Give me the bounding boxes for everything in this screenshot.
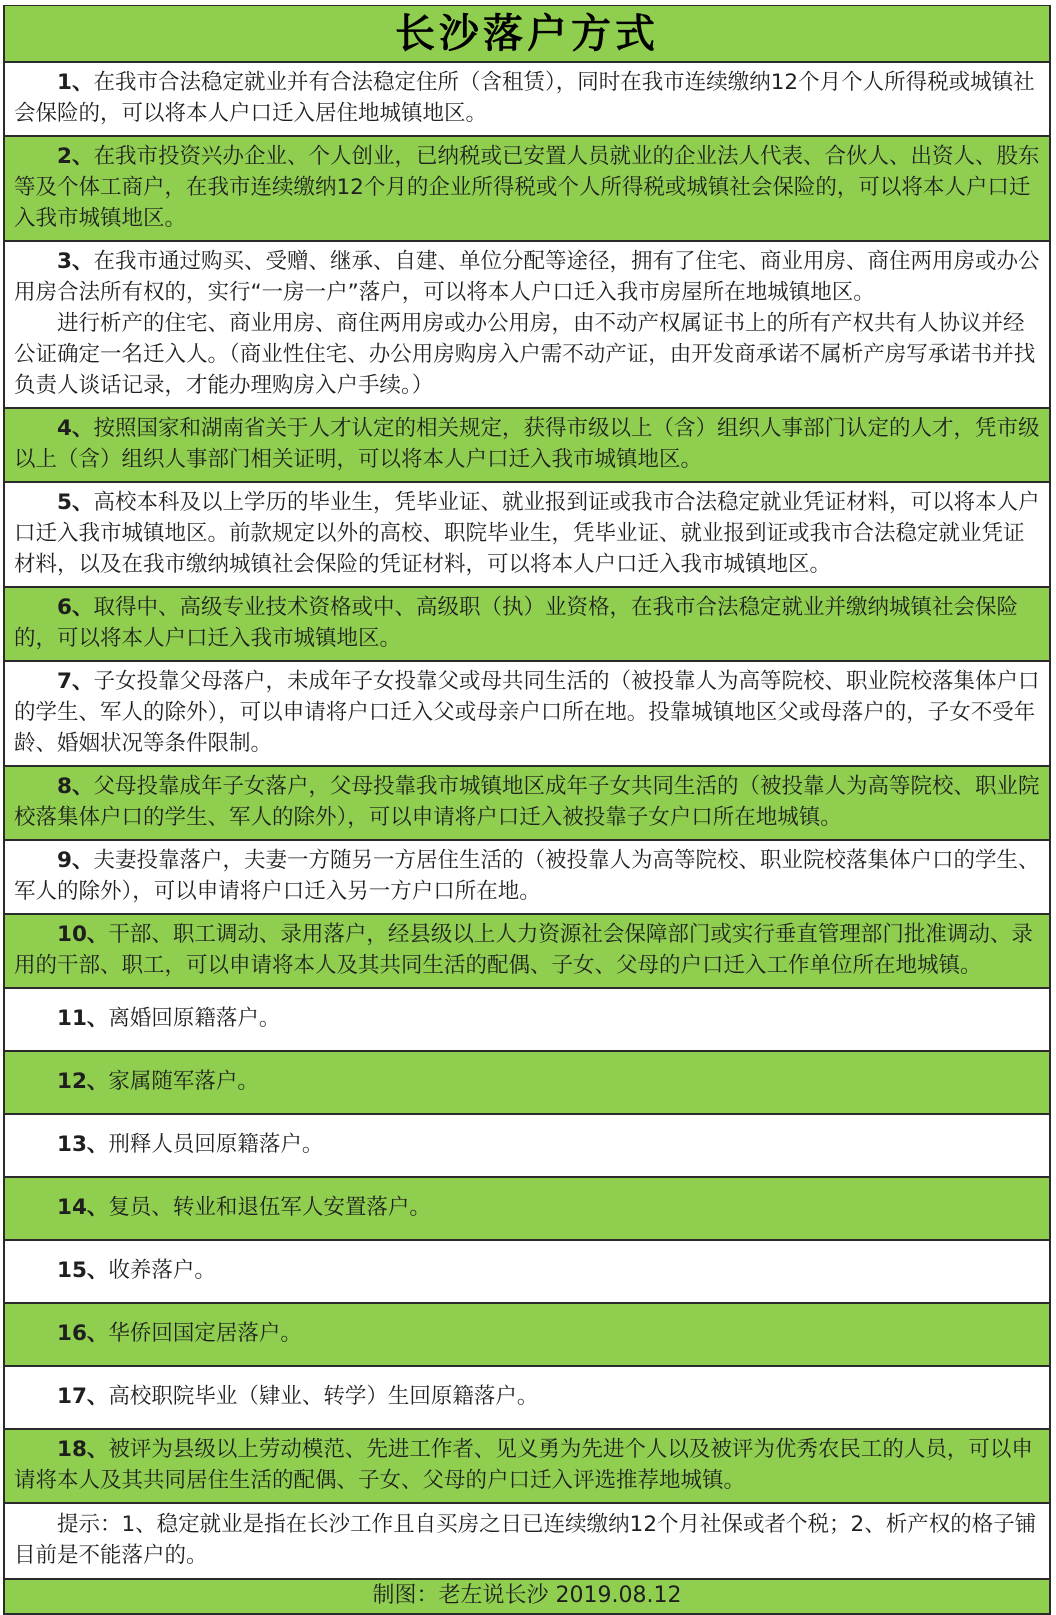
item-number: 9、: [57, 848, 94, 873]
item-text: 父母投靠成年子女落户，父母投靠我市城镇地区成年子女共同生活的（被投靠人为高等院校、职业院校落集体户口的学生、军人的除外），可以申请将户口迁入被投靠子女户口所在地城镇。: [14, 774, 1040, 830]
item-number: 13、: [57, 1132, 109, 1157]
rule-item-6: [5, 586, 1049, 660]
item-text: 按照国家和湖南省关于人才认定的相关规定，获得市级以上（含）组织人事部门认定的人才，凭市级以上（含）组织人事部门相关证明，可以将本人户口迁入我市城镇地区。: [14, 416, 1040, 472]
item-number: 12、: [57, 1069, 109, 1094]
rule-item-13: [5, 1113, 1049, 1176]
rule-item-8: [5, 765, 1049, 839]
rule-item-15: [5, 1239, 1049, 1302]
rule-item-11: [5, 987, 1049, 1050]
item-text: 在我市通过购买、受赠、继承、自建、单位分配等途径，拥有了住宅、商业用房、商住两用房或办公用房合法所有权的，实行“一房一户”落户，可以将本人户口迁入我市房屋所在地城镇地区。: [14, 249, 1040, 305]
item-text: 收养落户。: [108, 1258, 216, 1283]
tips-text: 提示：1、稳定就业是指在长沙工作且自买房之日已连续缴纳12个月社保或者个税；2、析产权的格子铺目前是不能落户的。: [14, 1512, 1037, 1568]
registration-methods-table: [3, 5, 1051, 1615]
credit-footer: 制图：老左说长沙 2019.08.12: [5, 1578, 1049, 1613]
item-text: 华侨回国定居落户。: [108, 1321, 302, 1346]
rule-item-3: [5, 240, 1049, 407]
item-number: 4、: [57, 416, 94, 441]
item-text: 家属随军落户。: [108, 1069, 259, 1094]
item-text: 刑释人员回原籍落户。: [108, 1132, 324, 1157]
rule-item-10: [5, 913, 1049, 987]
item-number: 17、: [57, 1384, 109, 1409]
item-text: 取得中、高级专业技术资格或中、高级职（执）业资格，在我市合法稳定就业并缴纳城镇社会保险的，可以将本人户口迁入我市城镇地区。: [14, 595, 1018, 651]
rule-item-17: [5, 1365, 1049, 1428]
item-text: 在我市合法稳定就业并有合法稳定住所（含租赁），同时在我市连续缴纳12个月个人所得税或城镇社会保险的，可以将本人户口迁入居住地城镇地区。: [14, 70, 1035, 126]
item-text: 在我市投资兴办企业、个人创业，已纳税或已安置人员就业的企业法人代表、合伙人、出资人、股东等及个体工商户，在我市连续缴纳12个月的企业所得税或个人所得税或城镇社会保险的，可以将本人户口迁入我市城镇地区。: [14, 144, 1040, 231]
item-number: 8、: [57, 774, 94, 799]
item-number: 6、: [57, 595, 94, 620]
item-text: 夫妻投靠落户，夫妻一方随另一方居住生活的（被投靠人为高等院校、职业院校落集体户口的学生、军人的除外），可以申请将户口迁入另一方户口所在地。: [14, 848, 1040, 904]
item-number: 5、: [57, 490, 94, 515]
item-number: 7、: [57, 669, 94, 694]
item-text-paragraph-2: 进行析产的住宅、商业用房、商住两用房或办公用房，由不动产权属证书上的所有产权共有人协议并经公证确定一名迁入人。（商业性住宅、办公用房购房入户需不动产证，由开发商承诺不属析产房写承诺书并找负责人谈话记录，才能办理购房入户手续。）: [14, 311, 1036, 398]
item-text: 离婚回原籍落户。: [108, 1006, 281, 1031]
item-text: 高校职院毕业（肄业、转学）生回原籍落户。: [108, 1384, 539, 1409]
item-text: 子女投靠父母落户，未成年子女投靠父或母共同生活的（被投靠人为高等院校、职业院校落集体户口的学生、军人的除外），可以申请将户口迁入父或母亲户口所在地。投靠城镇地区父或母落户的，子女不受年龄、婚姻状况等条件限制。: [14, 669, 1040, 756]
rule-item-12: [5, 1050, 1049, 1113]
rule-item-16: [5, 1302, 1049, 1365]
item-number: 3、: [57, 249, 94, 274]
item-number: 18、: [57, 1437, 109, 1462]
item-number: 11、: [57, 1006, 109, 1031]
rule-item-14: [5, 1176, 1049, 1239]
rule-item-2: [5, 135, 1049, 240]
item-number: 16、: [57, 1321, 109, 1346]
page-title: 长沙落户方式: [5, 6, 1049, 61]
item-text: 高校本科及以上学历的毕业生，凭毕业证、就业报到证或我市合法稳定就业凭证材料，可以将本人户口迁入我市城镇地区。前款规定以外的高校、职院毕业生，凭毕业证、就业报到证或我市合法稳定就业凭证材料，以及在我市缴纳城镇社会保险的凭证材料，可以将本人户口迁入我市城镇地区。: [14, 490, 1040, 577]
tips-note: [5, 1502, 1049, 1578]
item-number: 2、: [57, 144, 94, 169]
rule-item-7: [5, 660, 1049, 765]
rule-item-1: [5, 61, 1049, 135]
item-number: 1、: [57, 70, 94, 95]
rule-item-5: [5, 481, 1049, 586]
rule-item-18: [5, 1428, 1049, 1502]
rule-item-9: [5, 839, 1049, 913]
item-text: 干部、职工调动、录用落户，经县级以上人力资源社会保障部门或实行垂直管理部门批准调动、录用的干部、职工，可以申请将本人及其共同生活的配偶、子女、父母的户口迁入工作单位所在地城镇。: [14, 922, 1033, 978]
item-number: 14、: [57, 1195, 109, 1220]
item-number: 15、: [57, 1258, 109, 1283]
item-text: 被评为县级以上劳动模范、先进工作者、见义勇为先进个人以及被评为优秀农民工的人员，可以申请将本人及其共同居住生活的配偶、子女、父母的户口迁入评选推荐地城镇。: [14, 1437, 1033, 1493]
item-number: 10、: [57, 922, 109, 947]
item-text: 复员、转业和退伍军人安置落户。: [108, 1195, 431, 1220]
rule-item-4: [5, 407, 1049, 481]
